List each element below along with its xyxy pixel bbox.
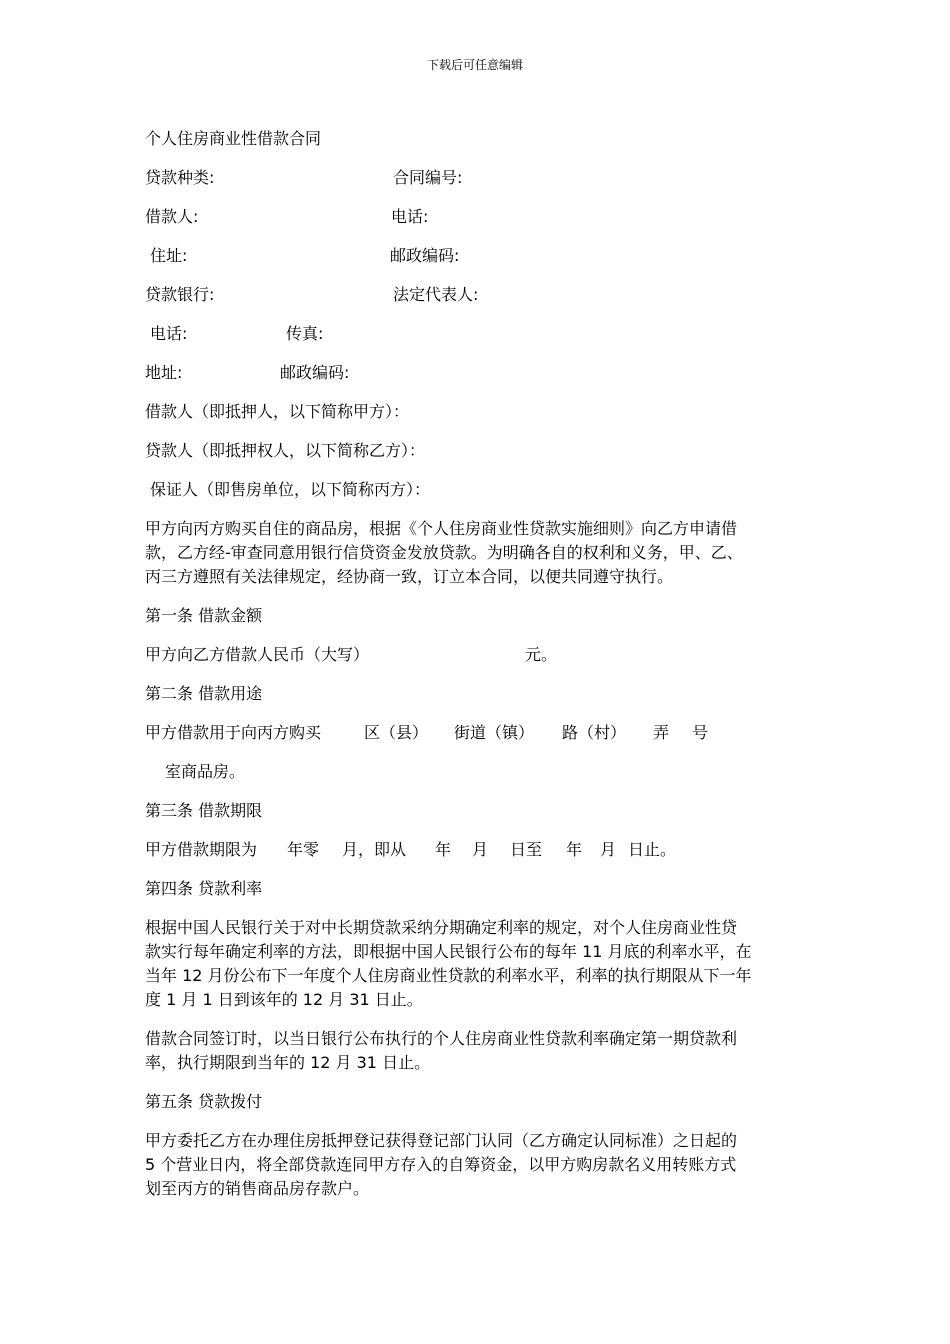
article4-line: 度 1 月 1 日到该年的 12 月 31 日止。 [145,990,423,1009]
party-a-line [145,400,810,439]
article3-months: 月，即从 [342,840,407,859]
contract-title-line [145,127,810,166]
field-row-address [145,244,810,283]
field-borrower: 借款人: [145,207,199,226]
party-c-line [145,478,810,517]
article2-road: 路（村） [562,723,627,742]
article2-district: 区（县） [364,723,429,742]
preamble-line: 丙三方遵照有关法律规定，经协商一致，订立本合同，以便共同遵守执行。 [145,567,674,586]
field-row-borrower [145,205,810,244]
article4-heading: 第四条 贷款利率 [145,879,263,898]
article5-heading: 第五条 贷款拨付 [145,1092,263,1111]
preamble-paragraph [145,517,810,589]
field-row-bank-address [145,361,810,400]
article2-text-line [145,721,810,760]
article4-line: 当年 12 月份公布下一年度个人住房商业性贷款的利率水平，利率的执行期限从下一年 [145,966,752,985]
field-bank-fax: 传真: [286,324,324,343]
article5-paragraph [145,1129,810,1201]
field-borrower-address: 住址: [150,246,188,265]
preamble-line: 款，乙方经-审查同意用银行信贷资金发放贷款。为明确各自的权利和义务，甲、乙、 [145,543,743,562]
field-row-bank-phone [145,322,810,361]
contract-title: 个人住房商业性借款合同 [145,129,322,148]
article3-to-month: 月 [600,840,617,859]
field-bank-address: 地址: [145,363,183,382]
article3-from-year: 年 [435,840,452,859]
article2-room-line [145,760,810,799]
article2-room: 室商品房。 [165,762,246,781]
article5-line: 5 个营业日内，将全部贷款连同甲方存入的自筹资金，以甲方购房款名义用转账方式 [145,1155,737,1174]
party-b: 贷款人（即抵押权人，以下简称乙方）： [145,441,426,460]
article4-line: 款实行每年确定利率的方法，即根据中国人民银行公布的每年 11 月底的利率水平，在 [145,942,752,961]
field-bank: 贷款银行: [145,285,215,304]
article4-paragraph-2 [145,1027,810,1075]
party-c: 保证人（即售房单位，以下简称丙方）： [150,480,431,499]
contract-body [145,127,810,1216]
field-borrower-postcode: 邮政编码: [390,246,460,265]
article3-from-month: 月 [472,840,489,859]
article4-heading-line [145,877,810,916]
article2-heading-line [145,682,810,721]
article5-heading-line [145,1090,810,1129]
article4-line: 率，执行期限到当年的 12 月 31 日止。 [145,1053,431,1072]
article2-number: 号 [692,723,709,742]
article3-to-day: 日止。 [628,840,677,859]
article4-line: 借款合同签订时，以当日银行公布执行的个人住房商业性贷款利率确定第一期贷款利 [145,1029,738,1048]
article3-heading: 第三条 借款期限 [145,801,263,820]
article4-line: 根据中国人民银行关于对中长期贷款采纳分期确定利率的规定，对个人住房商业性贷 [145,918,738,937]
article3-text: 甲方借款期限为 [145,840,258,859]
article1-text-b: 元。 [525,645,558,664]
article1-text-line [145,643,810,682]
field-row-bank [145,283,810,322]
field-bank-postcode: 邮政编码: [280,363,350,382]
article1-text-a: 甲方向乙方借款人民币（大写） [145,645,370,664]
field-loan-type: 贷款种类: [145,168,215,187]
article2-text: 甲方借款用于向丙方购买 [145,723,322,742]
party-b-line [145,439,810,478]
page-header-note: 下载后可任意编辑 [426,58,523,72]
party-a: 借款人（即抵押人，以下简称甲方）： [145,402,410,421]
field-legal-rep: 法定代表人: [393,285,479,304]
article3-text-line [145,838,810,877]
article5-line: 甲方委托乙方在办理住房抵押登记获得登记部门认同（乙方确定认同标准）之日起的 [145,1131,738,1150]
field-contract-no: 合同编号: [393,168,463,187]
article3-to-year: 年 [566,840,583,859]
field-borrower-phone: 电话: [391,207,429,226]
article5-line: 划至丙方的销售商品房存款户。 [145,1179,370,1198]
field-bank-phone: 电话: [150,324,188,343]
article1-heading: 第一条 借款金额 [145,606,263,625]
article4-paragraph-1 [145,916,810,1012]
article2-lane: 弄 [653,723,670,742]
field-row-loan-type [145,166,810,205]
article3-heading-line [145,799,810,838]
article2-heading: 第二条 借款用途 [145,684,263,703]
article3-from-day: 日至 [510,840,543,859]
article1-heading-line [145,604,810,643]
article2-street: 街道（镇） [454,723,535,742]
article3-years: 年零 [287,840,320,859]
preamble-line: 甲方向丙方购买自住的商品房，根据《个人住房商业性贷款实施细则》向乙方申请借 [145,519,738,538]
